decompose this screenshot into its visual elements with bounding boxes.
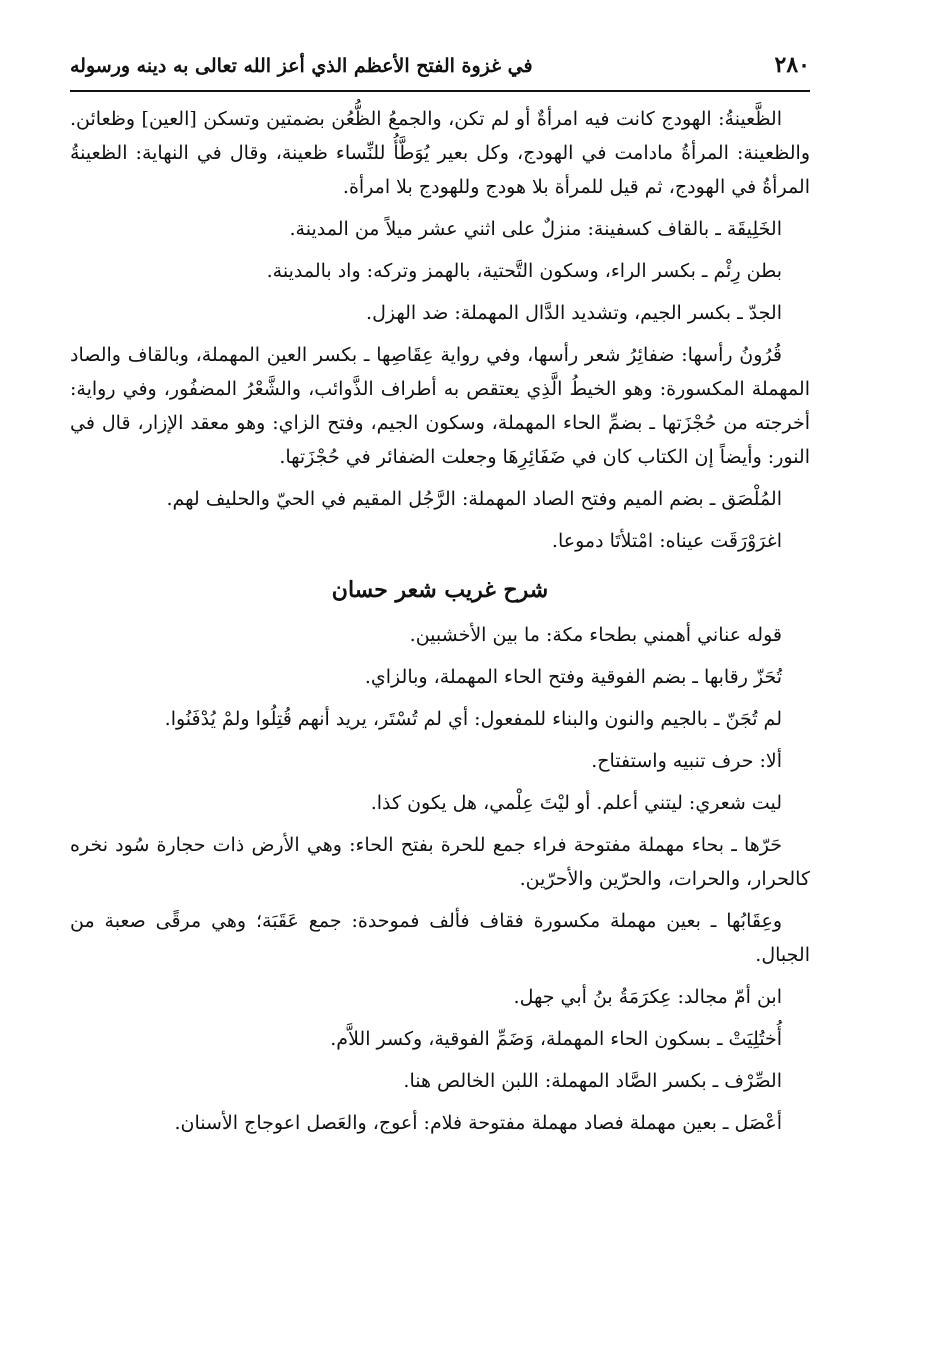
glossary-entry: اغرَوْرَقَت عيناه: امْتلأتَا دموعا. <box>551 530 782 552</box>
glossary-entry: الخَلِيقَة ـ بالقاف كسفينة: منزلٌ على اثني عشر ميلاً من المدينة. <box>289 218 782 240</box>
glossary-entry: المُلْصَق ـ بضم الميم وفتح الصاد المهملة: الرَّجُل المقيم في الحيّ والحليف لهم. <box>166 488 782 510</box>
glossary-entry: تُحَزّ رقابها ـ بضم الفوقية وفتح الحاء المهملة، وبالزاي. <box>364 666 782 688</box>
running-title: في غزوة الفتح الأعظم الذي أعز الله تعالى به دينه ورسوله <box>70 55 533 77</box>
glossary-entry: حَرّها ـ بحاء مهملة مفتوحة فراء جمع للحرة بفتح الحاء: وهي الأرض ذات حجارة سُود نخره كالحرار، والحرات، والحرّين والأحرّين. <box>70 834 810 890</box>
section-heading: شرح غريب شعر حسان <box>331 577 549 603</box>
glossary-entry: الجدّ ـ بكسر الجيم، وتشديد الدَّال المهملة: ضد الهزل. <box>366 302 782 324</box>
glossary-entry: الصِّرْف ـ بكسر الصَّاد المهملة: اللبن الخالص هنا. <box>403 1070 782 1092</box>
glossary-entry: بطن رِئْم ـ بكسر الراء، وسكون التَّحتية، بالهمز وتركه: واد بالمدينة. <box>266 260 782 282</box>
glossary-entry: أعْصَل ـ بعين مهملة فصاد مهملة مفتوحة فلام: أعوج، والعَصل اعوجاج الأسنان. <box>174 1112 782 1134</box>
page-number: ٢٨٠ <box>774 52 810 78</box>
glossary-entry: ابن أمّ مجالد: عِكرَمَةُ بنُ أبي جهل. <box>513 986 782 1008</box>
glossary-entries-top <box>70 102 810 558</box>
glossary-entry: قوله عناني أهمني بطحاء مكة: ما بين الأخشبين. <box>409 624 782 646</box>
glossary-entry: أُختُلِيَتْ ـ بسكون الحاء المهملة، وَضَمِّ الفوقية، وكسر اللاَّم. <box>330 1028 782 1050</box>
glossary-entry: ليت شعري: ليتني أعلم. أو ليْتَ عِلْمي، هل يكون كذا. <box>370 792 782 814</box>
glossary-entry: لم تُجَنّ ـ بالجيم والنون والبناء للمفعول: أي لم تُسْتَر، يريد أنهم قُتِلُوا ولمْ يُدْفَنُوا. <box>164 708 782 730</box>
glossary-entry: قُرُونُ رأسها: ضفائِرُ شعر رأسها، وفي رواية عِقَاصِها ـ بكسر العين المهملة، وبالقاف والصاد المهملة المكسورة: وهو الخيطُ الَّذِي يعتقص به أطراف الذَّوائب، والشَّعْرُ المضفُور، وفي رواية: أخرجته من حُجْزَتها ـ بضمِّ الحاء المهملة، وسكون الجيم، وفتح الزاي: وهو معقد الإزار، قال في النور: وأيضاً إن الكتاب كان في ضَفَائِرِهَا وجعلت الضفائر في حُجْزَتها. <box>70 344 810 468</box>
glossary-entry: وعِقَابُها ـ بعين مهملة مكسورة فقاف فألف فموحدة: جمع عَقَبَة؛ وهي مرقًى صعبة من الجبال. <box>70 910 810 966</box>
glossary-entry: الظَّعينةُ: الهودج كانت فيه امرأةٌ أو لم تكن، والجمعُ الظُّعُن بضمتين وتسكن [العين] وظعائن. والظعينة: المرأةُ مادامت في الهودج، وكل بعير يُوَطَّأُ للنِّساء ظعينة، وقال في النهاية: الظعينةُ المرأةُ في الهودج، ثم قيل للمرأة بلا هودج وللهودج بلا امرأة. <box>70 108 810 198</box>
glossary-entries-bottom <box>70 618 810 1140</box>
running-header <box>70 40 810 92</box>
glossary-entry: ألا: حرف تنبيه واستفتاح. <box>591 750 782 772</box>
book-page <box>70 40 810 1148</box>
